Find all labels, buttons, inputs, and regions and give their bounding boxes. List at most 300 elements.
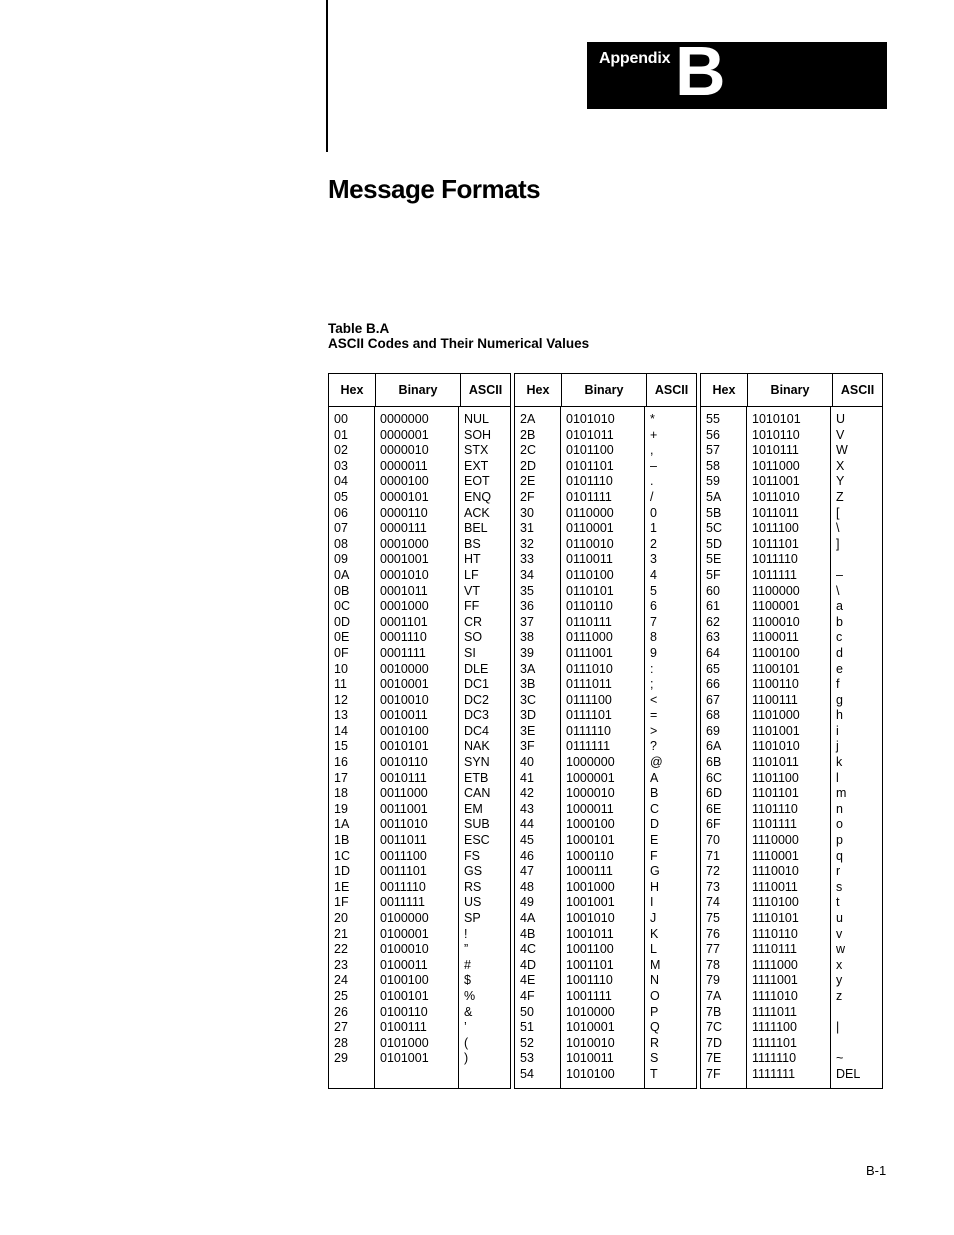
cell-hex: 3D	[520, 708, 536, 723]
cell-hex: 48	[520, 879, 534, 894]
cell-binary: 1101010	[752, 739, 800, 754]
cell-ascii: SOH	[464, 427, 492, 442]
cell-hex: 45	[520, 833, 534, 848]
cell-hex: 59	[706, 474, 720, 489]
cell-binary: 0110101	[566, 583, 614, 598]
cell-binary: 0010011	[380, 708, 428, 723]
cell-ascii	[831, 1036, 882, 1052]
cell-ascii: CAN	[464, 786, 491, 801]
cell-ascii: ENQ	[464, 489, 492, 504]
cell-ascii: )	[464, 1051, 469, 1066]
cell-hex: 50	[520, 1004, 534, 1019]
cell-binary: 1011101	[752, 536, 799, 551]
cell-ascii: r	[836, 864, 841, 879]
cell-ascii: y	[836, 973, 843, 988]
cell-binary: 0111110	[566, 723, 611, 738]
cell-hex: 7D	[706, 1035, 722, 1050]
cell-ascii: ”	[464, 942, 469, 957]
margin-rule	[326, 0, 328, 152]
cell-hex: 33	[520, 552, 534, 567]
cell-ascii: u	[836, 911, 843, 925]
cell-binary: 1000000	[566, 755, 615, 770]
cell-ascii: 9	[650, 645, 657, 660]
cell-binary: 0100000	[380, 911, 429, 925]
column-hex	[329, 407, 375, 1088]
cell-ascii: X	[836, 458, 845, 473]
cell-hex: 28	[334, 1035, 348, 1050]
cell-hex: 09	[334, 552, 348, 567]
cell-ascii: h	[836, 708, 843, 723]
cell-binary: 0100100	[380, 973, 429, 988]
cell-binary: 1110100	[752, 895, 799, 910]
cell-ascii: \	[836, 521, 840, 536]
cell-ascii: t	[836, 895, 840, 910]
cell-binary: 0011011	[380, 833, 427, 848]
cell-binary: 1011111	[752, 567, 797, 582]
cell-ascii: –	[836, 567, 843, 582]
cell-hex: 3E	[520, 723, 536, 738]
cell-ascii: e	[836, 661, 843, 676]
cell-ascii: T	[650, 1066, 658, 1081]
cell-hex: 16	[334, 755, 348, 770]
cell-hex: 70	[706, 833, 720, 848]
cell-ascii: L	[650, 942, 657, 957]
cell-ascii: E	[650, 833, 659, 848]
cell-ascii: ?	[650, 739, 657, 754]
column-header-ascii: ASCII	[468, 383, 503, 397]
cell-ascii: FF	[464, 599, 480, 614]
cell-ascii: O	[650, 988, 660, 1003]
cell-hex: 05	[334, 489, 348, 504]
cell-ascii: STX	[464, 443, 489, 458]
column-hex	[701, 407, 747, 1088]
cell-ascii: a	[836, 599, 843, 614]
cell-hex: 53	[520, 1051, 534, 1066]
cell-binary: 1000010	[566, 786, 615, 801]
cell-ascii: DLE	[464, 661, 489, 676]
cell-binary: 1110001	[752, 848, 799, 863]
cell-binary: 0111111	[566, 739, 611, 754]
cell-ascii: l	[836, 770, 839, 785]
cell-ascii: ,	[650, 443, 654, 458]
ascii-table	[328, 373, 883, 1089]
table-body	[701, 407, 882, 1088]
cell-ascii: 6	[650, 599, 657, 614]
cell-hex: 2D	[520, 458, 536, 473]
cell-binary: 1100110	[752, 677, 799, 692]
page-title: Message Formats	[328, 174, 541, 204]
cell-binary: 0101111	[566, 489, 612, 504]
cell-ascii: Q	[650, 1020, 660, 1035]
cell-binary: 1011110	[752, 552, 798, 567]
cell-hex: 7C	[706, 1020, 722, 1035]
cell-hex: 02	[334, 443, 348, 458]
cell-ascii: DC4	[464, 723, 490, 738]
cell-ascii: LF	[464, 567, 479, 582]
cell-hex: 4E	[520, 973, 536, 988]
cell-ascii: SO	[464, 630, 483, 645]
cell-binary: 0011010	[380, 817, 428, 832]
cell-ascii: .	[650, 474, 654, 489]
cell-hex: 6C	[706, 770, 722, 785]
cell-hex: 0B	[334, 583, 350, 598]
cell-binary: 0101101	[566, 458, 614, 473]
column-binary	[375, 407, 459, 1088]
cell-hex: 2F	[520, 489, 535, 504]
cell-binary: 1011010	[752, 489, 800, 504]
cell-binary: 0000011	[380, 458, 428, 473]
cell-hex: 03	[334, 458, 348, 473]
cell-ascii: |	[836, 1020, 840, 1035]
appendix-letter: B	[675, 32, 726, 110]
cell-binary: 1101011	[752, 755, 799, 770]
cell-ascii: B	[650, 786, 659, 801]
cell-hex: 66	[706, 677, 720, 692]
cell-hex: 4A	[520, 911, 536, 925]
cell-ascii: 1	[650, 521, 657, 536]
cell-binary: 1111000	[752, 957, 798, 972]
cell-ascii: +	[650, 427, 658, 442]
table-group-1	[328, 373, 511, 1089]
cell-hex: 4B	[520, 926, 536, 941]
cell-ascii: GS	[464, 864, 483, 879]
cell-ascii: ESC	[464, 833, 490, 848]
cell-binary: 0111001	[566, 645, 613, 660]
cell-ascii: n	[836, 801, 843, 816]
cell-ascii: SP	[464, 911, 481, 925]
cell-binary: 1001001	[566, 895, 615, 910]
cell-ascii: 8	[650, 630, 657, 645]
cell-ascii: <	[650, 692, 658, 707]
cell-ascii	[831, 1005, 882, 1021]
cell-hex: 04	[334, 474, 348, 489]
cell-ascii: C	[650, 801, 660, 816]
cell-hex: 36	[520, 599, 534, 614]
column-hex	[515, 407, 561, 1088]
cell-hex: 19	[334, 801, 348, 816]
cell-ascii: :	[650, 661, 654, 676]
cell-binary: 0101010	[566, 412, 615, 426]
cell-binary: 0000001	[380, 427, 429, 442]
cell-hex: 68	[706, 708, 720, 723]
cell-ascii: NAK	[464, 739, 490, 754]
cell-ascii: c	[836, 630, 843, 645]
cell-binary: 1100111	[752, 692, 798, 707]
cell-hex: 64	[706, 645, 720, 660]
column-binary	[747, 407, 831, 1088]
cell-binary: 1111110	[752, 1051, 797, 1066]
cell-binary: 0001010	[380, 567, 429, 582]
cell-hex: 6A	[706, 739, 722, 754]
cell-binary: 0110001	[566, 521, 614, 536]
cell-hex: 26	[334, 1004, 348, 1019]
cell-binary: 1110101	[752, 911, 799, 925]
cell-binary: 0010001	[380, 677, 429, 692]
cell-binary: 0101100	[566, 443, 614, 458]
cell-ascii: m	[836, 786, 847, 801]
cell-hex: 1D	[334, 864, 350, 879]
cell-ascii: M	[650, 957, 661, 972]
cell-binary: 0101110	[566, 474, 613, 489]
cell-ascii: EOT	[464, 474, 490, 489]
cell-binary: 1010101	[752, 412, 801, 426]
cell-hex: 6D	[706, 786, 722, 801]
cell-ascii: K	[650, 926, 659, 941]
cell-ascii: w	[836, 942, 846, 957]
cell-binary: 1000100	[566, 817, 615, 832]
cell-hex: 14	[334, 723, 348, 738]
cell-hex: 65	[706, 661, 720, 676]
cell-ascii: DC2	[464, 692, 490, 707]
cell-hex: 51	[520, 1020, 534, 1035]
cell-binary: 1010110	[752, 427, 800, 442]
cell-hex: 2E	[520, 474, 536, 489]
cell-binary: 0000100	[380, 474, 429, 489]
appendix-label: Appendix	[599, 50, 671, 67]
cell-binary: 1110110	[752, 926, 798, 941]
cell-ascii: W	[836, 443, 848, 458]
cell-ascii: Y	[836, 474, 845, 489]
cell-ascii: 3	[650, 552, 657, 567]
column-header-hex: Hex	[329, 374, 376, 406]
cell-hex: 32	[520, 536, 534, 551]
cell-hex: 72	[706, 864, 720, 879]
cell-hex: 58	[706, 458, 720, 473]
cell-hex: 1E	[334, 879, 350, 894]
cell-ascii: J	[650, 911, 657, 925]
cell-hex: 5B	[706, 505, 722, 520]
cell-ascii: j	[836, 739, 839, 754]
table-body	[515, 407, 696, 1088]
cell-ascii: 0	[650, 505, 657, 520]
cell-hex: 1C	[334, 848, 350, 863]
cell-hex: 0D	[334, 614, 350, 629]
cell-binary: 1001110	[566, 973, 613, 988]
cell-ascii: f	[836, 677, 840, 692]
page-number: B-1	[866, 1163, 887, 1178]
cell-binary: 0111011	[566, 677, 612, 692]
cell-hex: 00	[334, 412, 348, 426]
cell-hex: 06	[334, 505, 348, 520]
cell-ascii: 4	[650, 567, 657, 582]
cell-ascii: /	[650, 489, 654, 504]
cell-ascii: *	[650, 412, 655, 426]
cell-binary: 1010001	[566, 1020, 615, 1035]
cell-binary: 1100100	[752, 645, 800, 660]
cell-binary: 1100101	[752, 661, 800, 676]
cell-hex: 25	[334, 988, 348, 1003]
cell-binary: 0011001	[380, 801, 428, 816]
cell-ascii: o	[836, 817, 843, 832]
cell-ascii: ;	[650, 677, 654, 692]
cell-ascii: $	[464, 973, 471, 988]
cell-binary: 1110000	[752, 833, 799, 848]
cell-ascii: G	[650, 864, 660, 879]
cell-ascii: F	[650, 848, 658, 863]
column-ascii	[831, 407, 882, 1088]
cell-binary: 0000101	[380, 489, 429, 504]
cell-binary: 1111001	[752, 973, 798, 988]
cell-hex: 10	[334, 661, 348, 676]
cell-binary: 1001010	[566, 911, 615, 925]
cell-binary: 1010000	[566, 1004, 615, 1019]
cell-binary: 1001011	[566, 926, 614, 941]
cell-ascii: N	[650, 973, 660, 988]
cell-ascii: U	[836, 412, 846, 426]
cell-binary: 0111000	[566, 630, 613, 645]
cell-binary: 1101101	[752, 786, 799, 801]
cell-hex: 4C	[520, 942, 536, 957]
cell-ascii: d	[836, 645, 843, 660]
cell-ascii: b	[836, 614, 843, 629]
cell-ascii: p	[836, 833, 843, 848]
cell-hex: 3F	[520, 739, 535, 754]
cell-binary: 0010101	[380, 739, 429, 754]
cell-hex: 6F	[706, 817, 721, 832]
cell-ascii: (	[464, 1035, 469, 1050]
cell-ascii: VT	[464, 583, 480, 598]
cell-binary: 1100011	[752, 630, 799, 645]
cell-hex: 5D	[706, 536, 722, 551]
cell-hex: 6B	[706, 755, 722, 770]
cell-binary: 1100010	[752, 614, 800, 629]
cell-ascii: ETB	[464, 770, 489, 785]
cell-ascii: @	[650, 755, 663, 770]
cell-hex: 49	[520, 895, 534, 910]
cell-binary: 0110011	[566, 552, 613, 567]
cell-binary: 1111010	[752, 988, 798, 1003]
cell-hex: 1B	[334, 833, 350, 848]
cell-hex: 27	[334, 1020, 348, 1035]
cell-binary: 0110111	[566, 614, 612, 629]
cell-binary: 0001111	[380, 645, 426, 660]
cell-binary: 1011001	[752, 474, 800, 489]
table-header-row	[701, 374, 882, 407]
cell-ascii: q	[836, 848, 843, 863]
cell-binary: 0000111	[380, 521, 427, 536]
cell-hex: 0C	[334, 599, 350, 614]
cell-ascii: V	[836, 427, 845, 442]
appendix-tab	[587, 32, 887, 110]
cell-hex: 43	[520, 801, 534, 816]
cell-ascii: RS	[464, 879, 482, 894]
cell-hex: 69	[706, 723, 720, 738]
cell-binary: 0000010	[380, 443, 429, 458]
cell-hex: 7B	[706, 1004, 722, 1019]
cell-ascii: EM	[464, 801, 483, 816]
cell-ascii: FS	[464, 848, 480, 863]
cell-ascii: A	[650, 770, 659, 785]
cell-hex: 22	[334, 942, 348, 957]
cell-ascii: H	[650, 879, 660, 894]
cell-binary: 1011100	[752, 521, 799, 536]
cell-hex: 46	[520, 848, 534, 863]
cell-ascii: >	[650, 723, 658, 738]
cell-hex: 71	[706, 848, 720, 863]
cell-ascii: ACK	[464, 505, 490, 520]
cell-binary: 0010000	[380, 661, 429, 676]
cell-hex: 13	[334, 708, 348, 723]
cell-binary: 1110111	[752, 942, 797, 957]
cell-ascii: –	[650, 458, 657, 473]
column-ascii	[645, 407, 696, 1088]
cell-binary: 0011111	[380, 895, 425, 910]
cell-hex: 56	[706, 427, 720, 442]
cell-binary: 0101000	[380, 1035, 429, 1050]
cell-ascii: Z	[836, 489, 844, 504]
cell-binary: 0100111	[380, 1020, 427, 1035]
cell-hex: 7A	[706, 988, 722, 1003]
cell-hex: 18	[334, 786, 348, 801]
cell-ascii: US	[464, 895, 482, 910]
cell-binary: 0111100	[566, 692, 612, 707]
cell-ascii: HT	[464, 552, 481, 567]
cell-ascii: SYN	[464, 755, 490, 770]
cell-binary: 0001000	[380, 599, 429, 614]
cell-binary: 1111111	[752, 1066, 796, 1081]
cell-binary: 0001001	[380, 552, 429, 567]
cell-binary: 1110010	[752, 864, 799, 879]
cell-binary: 1000001	[566, 770, 615, 785]
cell-binary: 1000111	[566, 864, 613, 879]
cell-ascii: D	[650, 817, 660, 832]
cell-ascii: SI	[464, 645, 476, 660]
cell-ascii: S	[650, 1051, 659, 1066]
cell-hex: 52	[520, 1035, 534, 1050]
table-number: Table B.A	[328, 321, 390, 336]
cell-binary: 0001110	[380, 630, 427, 645]
column-header-ascii: ASCII	[654, 383, 689, 397]
cell-binary: 1001000	[566, 879, 615, 894]
cell-binary: 0001011	[380, 583, 428, 598]
cell-hex: 1A	[334, 817, 350, 832]
cell-binary: 1101001	[752, 723, 800, 738]
cell-ascii: 7	[650, 614, 657, 629]
cell-ascii: &	[464, 1004, 473, 1019]
cell-hex: 40	[520, 755, 534, 770]
cell-binary: 0100001	[380, 926, 429, 941]
cell-ascii: !	[464, 926, 468, 941]
cell-ascii: k	[836, 755, 843, 770]
column-header-hex: Hex	[701, 374, 748, 406]
cell-hex: 01	[334, 427, 348, 442]
cell-binary: 1111011	[752, 1004, 797, 1019]
cell-ascii: DC1	[464, 677, 490, 692]
cell-binary: 1010100	[566, 1066, 615, 1081]
cell-hex: 60	[706, 583, 720, 598]
cell-hex: 5C	[706, 521, 722, 536]
cell-ascii: DC3	[464, 708, 490, 723]
cell-binary: 0101001	[380, 1051, 429, 1066]
cell-hex: 7F	[706, 1066, 721, 1081]
cell-ascii: CR	[464, 614, 483, 629]
cell-hex: 78	[706, 957, 720, 972]
cell-hex: 2C	[520, 443, 536, 458]
cell-hex: 77	[706, 942, 720, 957]
cell-ascii: g	[836, 692, 843, 707]
cell-hex: 08	[334, 536, 348, 551]
cell-ascii: R	[650, 1035, 660, 1050]
cell-binary: 0010110	[380, 755, 428, 770]
cell-binary: 0100110	[380, 1004, 428, 1019]
cell-ascii: BS	[464, 536, 481, 551]
cell-binary: 1001111	[566, 988, 612, 1003]
cell-hex: 3B	[520, 677, 536, 692]
cell-binary: 1001100	[566, 942, 614, 957]
cell-hex: 41	[520, 770, 534, 785]
cell-binary: 1000101	[566, 833, 615, 848]
cell-binary: 1100000	[752, 583, 800, 598]
